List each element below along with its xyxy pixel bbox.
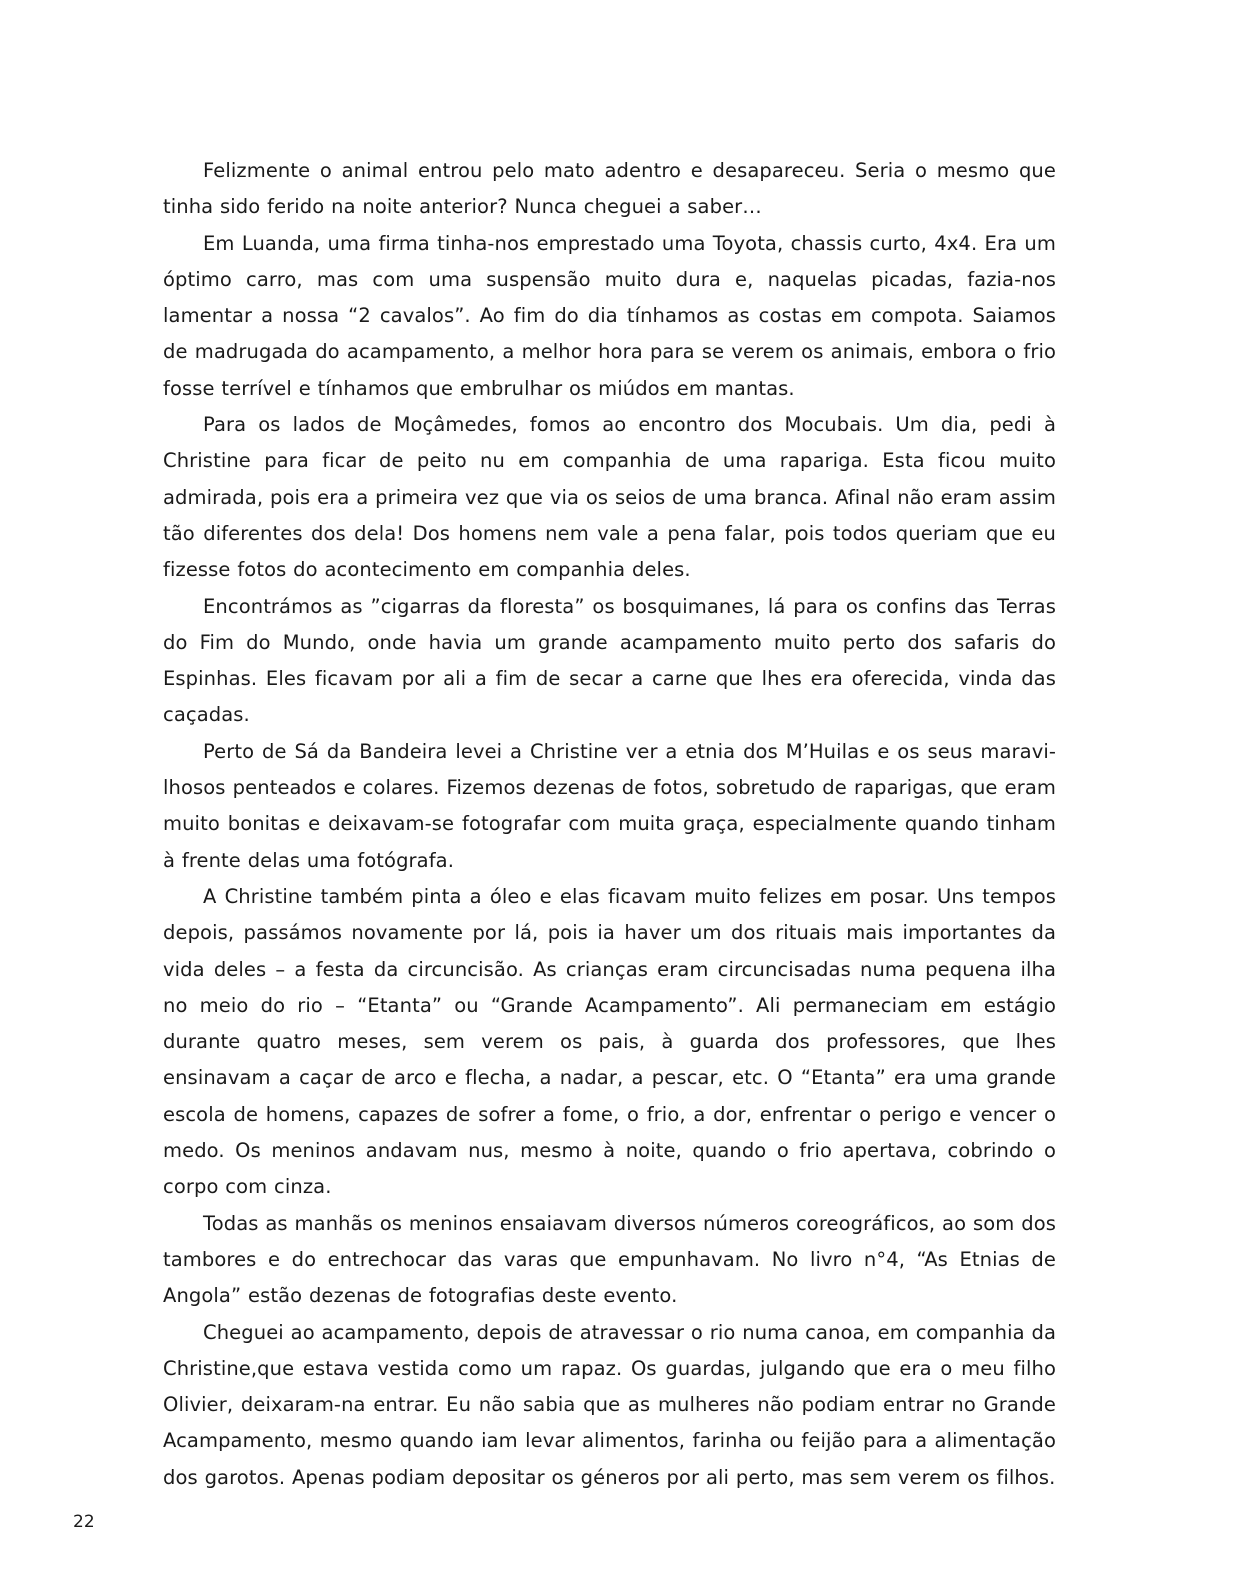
paragraph: A Christine também pinta a óleo e elas ficavam muito felizes em posar. Uns tempos depois, passámos novamente por lá, pois ia haver um dos rituais mais importantes da vida deles – a festa da circuncisão. As crianças eram circuncisadas numa pequena ilha no meio do rio – “Etanta” ou “Grande Acampamento”. Ali permaneciam em estágio durante quatro meses, sem verem os pais, à guarda dos professores, que lhes ensinavam a caçar de arco e flecha, a nadar, a pescar, etc. O “Etanta” era uma grande escola de homens, capazes de sofrer a fome, o frio, a dor, enfrentar o perigo e vencer o medo. Os meninos andavam nus, mesmo à noite, quando o frio apertava, cobrindo o corpo com cinza. — [163, 884, 1056, 1199]
paragraph: Perto de Sá da Bandeira levei a Christine ver a etnia dos M’Huilas e os seus maravi-lhosos penteados e colares. Fizemos dezenas de fotos, sobretudo de raparigas, que eram muito bonitas e deixavam-se fotografar com muita graça, especialmente quando tinham à frente delas uma fotógrafa. — [163, 739, 1056, 872]
paragraph: Encontrámos as ”cigarras da floresta” os bosquimanes, lá para os confins das Terras do Fim do Mundo, onde havia um grande acampamento muito perto dos safaris do Espinhas. Eles ficavam por ali a fim de secar a carne que lhes era oferecida, vinda das caçadas. — [163, 594, 1056, 727]
paragraph: Em Luanda, uma firma tinha-nos emprestado uma Toyota, chassis curto, 4x4. Era um óptimo carro, mas com uma suspensão muito dura e, naquelas picadas, fazia-nos lamentar a nossa “2 cavalos”. Ao fim do dia tínhamos as costas em compota. Saiamos de madrugada do acampamento, a melhor hora para se verem os animais, embora o frio fosse terrível e tínhamos que embrulhar os miúdos em mantas. — [163, 231, 1056, 400]
paragraph: Cheguei ao acampamento, depois de atravessar o rio numa canoa, em companhia da Christine,que estava vestida como um rapaz. Os guardas, julgando que era o meu filho Olivier, deixaram-na entrar. Eu não sabia que as mulheres não podiam entrar no Grande Acampamento, mesmo quando iam levar alimentos, farinha ou feijão para a alimentação dos garotos. Apenas podiam depositar os géneros por ali perto, mas sem verem os filhos. — [163, 1320, 1056, 1489]
paragraph: Felizmente o animal entrou pelo mato adentro e desapareceu. Seria o mesmo que tinha sido ferido na noite anterior? Nunca cheguei a saber… — [163, 159, 1056, 219]
page-body-text — [163, 153, 1056, 1496]
page-number: 22 — [73, 1512, 95, 1532]
paragraph: Todas as manhãs os meninos ensaiavam diversos números coreográficos, ao som dos tambores e do entrechocar das varas que empunhavam. No livro n°4, “As Etnias de Angola” estão dezenas de fotografias deste evento. — [163, 1211, 1056, 1308]
paragraph: Para os lados de Moçâmedes, fomos ao encontro dos Mocubais. Um dia, pedi à Christine para ficar de peito nu em companhia de uma rapariga. Esta ficou muito admirada, pois era a primeira vez que via os seios de uma branca. Afinal não eram assim tão diferentes dos dela! Dos homens nem vale a pena falar, pois todos queriam que eu fizesse fotos do acontecimento em companhia deles. — [163, 413, 1056, 582]
